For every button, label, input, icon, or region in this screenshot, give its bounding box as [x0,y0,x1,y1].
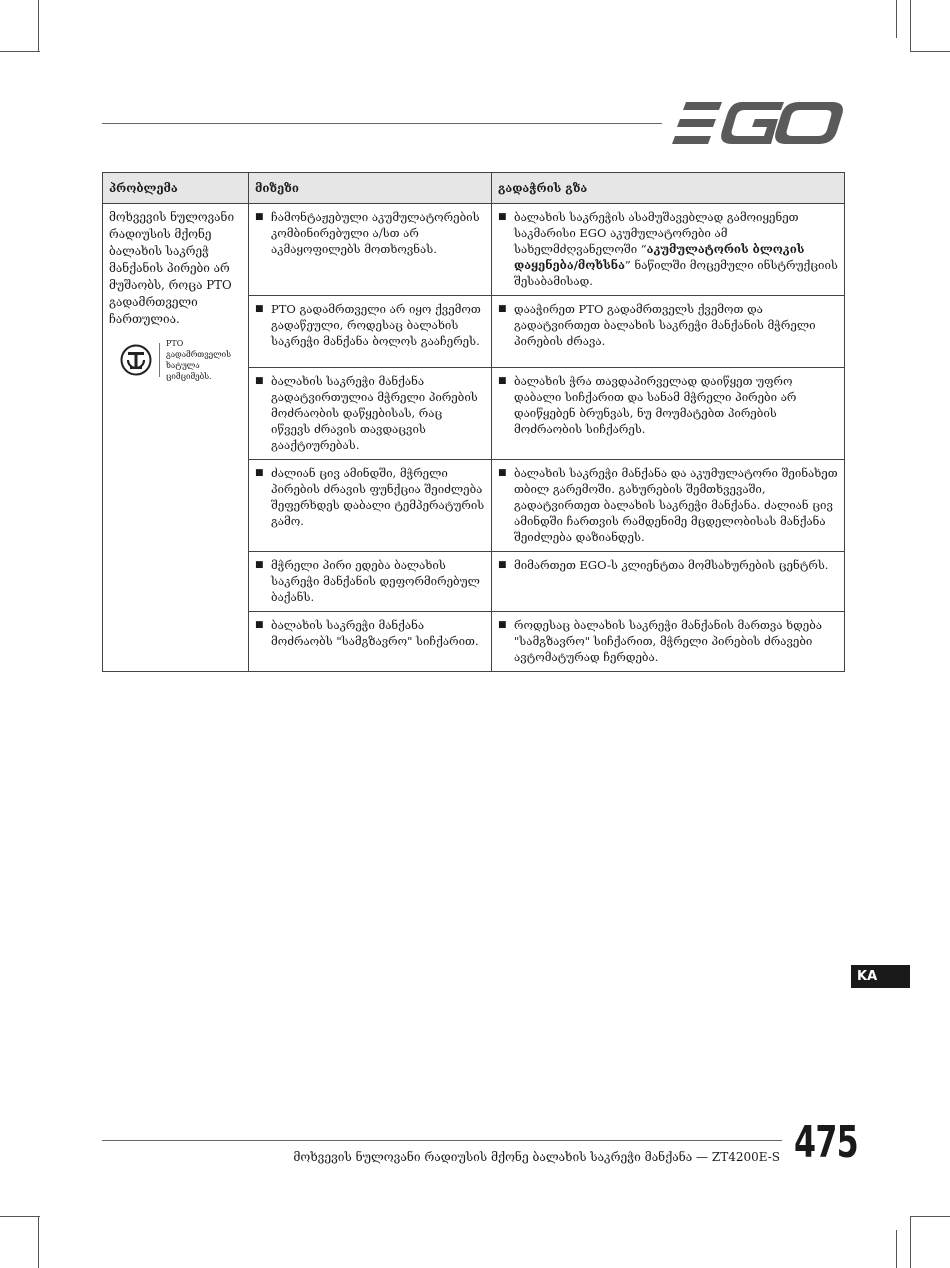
crop-mark [910,1216,950,1217]
crop-mark [0,51,40,52]
column-header-problem: პრობლემა [103,173,249,204]
column-header-solution: გადაჭრის გზა [492,173,845,204]
solution-text: ბალახის საკრეჭი მანქანა და აკუმულატორი შეინახეთ თბილ გარემოში. გახურების შემთხვევაში, გადატვირთეთ ბალახის საკრეჭი მანქანა. ძალიან ცივ ამინდში ჩართვის რამდენიმე მცდელობისას მანქანა შეიძლება დაზიანდეს. [514,466,838,544]
table-row [103,204,845,296]
cause-cell [249,204,492,296]
bullet-icon: ■ [498,376,507,386]
bullet-icon: ■ [498,560,507,570]
language-tab: KA [851,965,910,988]
cause-cell [249,296,492,368]
cause-text: მჭრელი პირი ედება ბალახის საკრეჭი მანქანის დეფორმირებულ ბაქანს. [271,558,480,604]
crop-mark [910,0,911,52]
solution-cell [492,612,845,672]
cause-cell [249,460,492,552]
cause-text: ჩამონტაჟებული აკუმულატორების კომბინირებული ა/სთ არ აკმაყოფილებს მოთხოვნას. [271,210,480,256]
bullet-icon: ■ [498,212,507,222]
bullet-icon: ■ [255,304,264,314]
solution-cell [492,296,845,368]
bullet-icon: ■ [498,304,507,314]
bullet-icon: ■ [255,212,264,222]
bullet-icon: ■ [255,468,264,478]
page-number: 475 [794,1117,858,1168]
crop-mark [910,1216,911,1268]
cause-text: ბალახის საკრეჭი მანქანა მოძრაობს "სამგზავრო" სიჩქარით. [271,618,479,648]
cause-text: ბალახის საკრეჭი მანქანა გადატვირთულია მჭრელი პირების მოძრაობის დაწყებისას, რაც იწვევს ძრავის თავდაცვის გააქტიურებას. [271,374,478,452]
cause-text: PTO გადამრთველი არ იყო ქვემოთ გადაწეული, როდესაც ბალახის საკრეჭი მანქანა ბოლოს გააჩერეს. [271,302,481,348]
troubleshooting-table [102,172,845,672]
crop-mark [38,0,39,52]
solution-cell [492,460,845,552]
solution-cell [492,204,845,296]
pto-switch-icon [119,343,153,377]
solution-text-bold: აკუმულატორის ბლოკის დაყენება/მოხსნა [514,242,805,272]
cause-cell [249,368,492,460]
bullet-icon: ■ [498,620,507,630]
crop-mark [910,51,950,52]
crop-mark [0,1216,40,1217]
bullet-icon: ■ [255,560,264,570]
solution-text: როდესაც ბალახის საკრეჭი მანქანის მართვა ხდება "სამგზავრო" სიჩქარით, მჭრელი პირების ძრავები ავტომატურად ჩერდება. [514,618,823,664]
crop-mark [896,1230,897,1268]
crop-mark [896,0,897,38]
problem-text: მოხვევის ნულოვანი რადიუსის მქონე ბალახის საკრეჭ მანქანის პირები არ მუშაობს, როცა PTO გადამრთველი ჩართულია. [109,210,235,326]
solution-text: დააჭირეთ PTO გადამრთველს ქვემოთ და გადატვირთეთ ბალახის საკრეჭი მანქანის მჭრელი პირების ძრავა. [514,302,816,348]
bullet-icon: ■ [255,376,264,386]
solution-text-start: ბალახის საკრეჭის ასამუშავებლად გამოიყენეთ საკმარისი EGO აკუმულატორები ამ სახელმძღვანელოში “ [514,210,799,256]
solution-cell [492,368,845,460]
header-rule [102,123,662,124]
cause-cell [249,552,492,612]
solution-cell [492,552,845,612]
bullet-icon: ■ [498,468,507,478]
solution-text [514,209,838,289]
crop-mark [38,1216,39,1268]
cause-text: ძალიან ცივ ამინდში, მჭრელი პირების ძრავის ფუნქცია შეიძლება შეფერხდეს დაბალი ტემპერატურის გამო. [271,466,485,528]
column-header-cause: მიზეზი [249,173,492,204]
cause-cell [249,612,492,672]
footer-rule [102,1140,782,1141]
table-header-row [103,173,845,204]
solution-text-end: ” ნაწილში მოცემული ინსტრუქციის შესაბამისად. [514,258,838,288]
problem-cell [103,204,249,672]
solution-text: მიმართეთ EGO-ს კლიენტთა მომსახურების ცენტრს. [514,558,829,572]
bullet-icon: ■ [255,620,264,630]
pto-note [119,338,242,382]
pto-note-separator [159,343,160,377]
ego-logo [672,102,844,144]
solution-text: ბალახის ჭრა თავდაპირველად დაიწყეთ უფრო დაბალი სიჩქარით და სანამ მჭრელი პირები არ დაიწყებენ ბრუნვას, ნუ მოუმატებთ პირების მოძრაობის სიჩქარეს. [514,374,797,436]
footer-title: მოხვევის ნულოვანი რადიუსის მქონე ბალახის საკრეჭი მანქანა — ZT4200E-S [293,1150,780,1164]
pto-note-caption: PTO გადამრთველის ხატულა ციმციმებს. [166,339,232,381]
